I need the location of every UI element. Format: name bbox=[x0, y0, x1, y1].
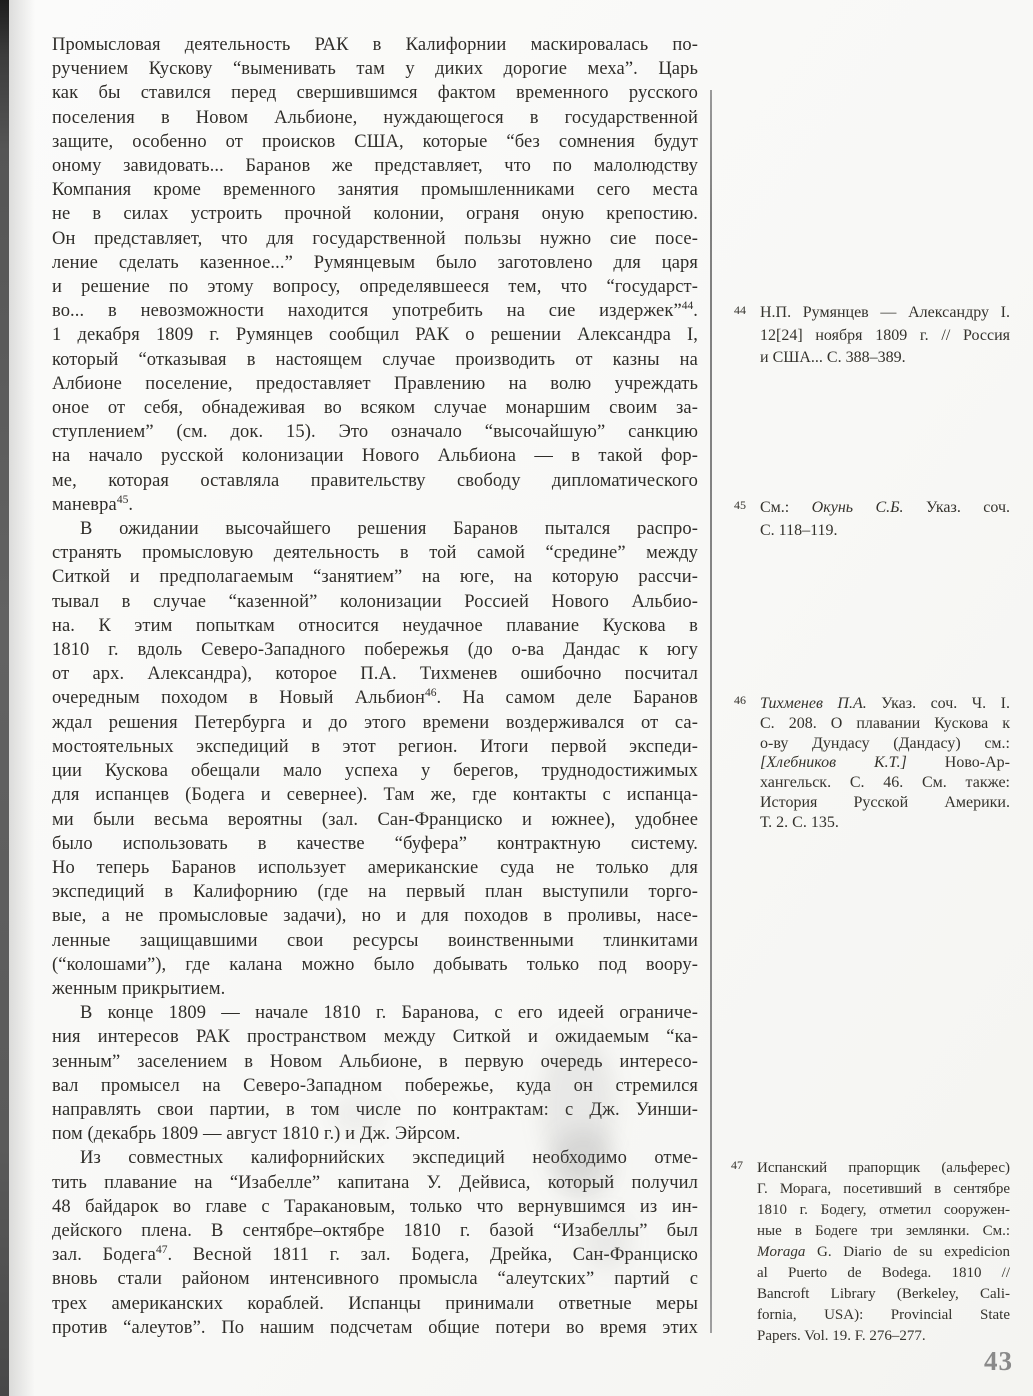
text-line: ния интересов РАК пространством между Ситкой и ожидаемым “ка- bbox=[52, 1027, 698, 1048]
footnote-number: 46 bbox=[734, 693, 746, 707]
footnote-line: Moraga G. Diario de su expedicion bbox=[757, 1244, 1010, 1260]
footnote-line: С. 208. О плавании Кускова к bbox=[760, 714, 1010, 732]
footnote-line: Н.П. Румянцев — Александру I. bbox=[760, 304, 1010, 321]
text-line: ми были весьма вероятны (зал. Сан-Франциско и южнее), удобнее bbox=[52, 809, 698, 830]
footnote-line: Г. Морага, посетивший в сентябре bbox=[757, 1181, 1010, 1197]
text-line: дейского плена. В сентябре–октябре 1810 г. базой “Изабеллы” был bbox=[52, 1220, 698, 1241]
text-line: ступлением” (см. док. 15). Это означало “высочайшую” санкцию bbox=[52, 422, 698, 443]
paragraph bbox=[52, 33, 698, 517]
footnote-line: Papers. Vol. 19. F. 276–277. bbox=[757, 1328, 926, 1344]
footnote-line: История Русской Америки. bbox=[760, 793, 1010, 811]
footnote-number: 45 bbox=[734, 498, 746, 512]
footnote-line: Т. 2. С. 135. bbox=[760, 813, 839, 831]
text-line: Из совместных калифорнийских экспедиций необходимо отме- bbox=[80, 1148, 698, 1169]
text-line: вал промысел на Северо-Западном побережье, куда он стремился bbox=[52, 1075, 698, 1096]
text-line: на начало русской колонизации Нового Альбиона — в такой фор- bbox=[52, 446, 698, 467]
text-line: ции Кускова обещали мало успеха у берегов, труднодостижимых bbox=[52, 761, 698, 782]
footnote bbox=[734, 693, 1010, 833]
text-line: 48 байдарок во главе с Таракановым, только что вернувшимся из ин- bbox=[52, 1196, 698, 1217]
footnote-line: См.: Окунь С.Б. Указ. соч. bbox=[760, 499, 1011, 516]
footnote-number: 44 bbox=[734, 303, 746, 317]
text-line: женным прикрытием. bbox=[52, 978, 226, 999]
text-line: Албионе поселение, предоставляет Правлению на волю учреждать bbox=[52, 373, 698, 394]
text-line: экспедиций в Калифорнию (где на первый план выступили торго- bbox=[52, 882, 698, 903]
main-text-column bbox=[52, 33, 698, 1340]
text-line: было использовать в качестве “буфера” контрактную систему. bbox=[52, 833, 698, 854]
footnote-line: Испанский прапорщик (альферес) bbox=[757, 1160, 1010, 1176]
page-number: 43 bbox=[984, 1346, 1013, 1376]
text-line: как бы ставился перед свершившимся фактом временного русского bbox=[52, 83, 698, 104]
text-line: для испанцев (Бодега и севернее). Там же, где контакты с испанца- bbox=[52, 785, 698, 806]
footnote bbox=[734, 497, 1011, 542]
footnote-line: 1810 г. Бодегу, отметил сооружен- bbox=[757, 1202, 1010, 1218]
footnote-line: [Хлебников К.Т.] Ново-Ар- bbox=[760, 754, 1010, 772]
text-line: Промысловая деятельность РАК в Калифорнии маскировалась по- bbox=[52, 35, 698, 55]
text-line: вновь стали районом интенсивного промысла “алеутских” партий с bbox=[52, 1269, 698, 1290]
text-line: 1 декабря 1809 г. Румянцев сообщил РАК о решении Александра I, bbox=[52, 325, 698, 346]
text-line: оному завидовать... Баранов же представляет, что по малолюдству bbox=[52, 156, 698, 177]
text-line: очередным походом в Новый Альбион$^{46}$. На самом деле Баранов bbox=[52, 687, 698, 709]
text-line: мостоятельных экспедиций в этот регион. Итоги первой экспеди- bbox=[52, 736, 698, 757]
text-line: странять промысловую деятельность в той самой “средине” между bbox=[52, 543, 698, 564]
text-line: Он представляет, что для государственной пользы нужно сие посе- bbox=[52, 228, 698, 249]
text-line: тывал в случае “казенной” колонизации Россией Нового Альбио- bbox=[52, 591, 698, 612]
text-line: зенным” заселением в Новом Альбионе, в первую очередь интересо- bbox=[52, 1051, 698, 1072]
text-line: оное от себя, обнадеживая во всяком случае монаршим своим за- bbox=[52, 398, 698, 419]
column-divider-rule bbox=[710, 90, 712, 1333]
footnote-line: С. 118–119. bbox=[760, 521, 838, 539]
footnote-line: Bancroft Library (Berkeley, Cali- bbox=[757, 1286, 1010, 1302]
binding-shadow-fade bbox=[9, 0, 35, 1396]
footnote-line: хангельск. С. 46. См. также: bbox=[760, 774, 1010, 792]
text-line: В конце 1809 — начале 1810 г. Баранова, с его идеей ограниче- bbox=[80, 1003, 698, 1024]
text-line: ждал решения Петербурга и до этого времени воздерживался от са- bbox=[52, 712, 698, 733]
paragraph bbox=[52, 517, 698, 1001]
text-line: не в силах устроить прочной колонии, ограня оную крепостию. bbox=[52, 204, 698, 225]
footnote-reference: 45 bbox=[116, 493, 129, 506]
text-line: пом (декабрь 1809 — август 1810 г.) и Дж. Эйрсом. bbox=[52, 1124, 461, 1145]
text-line: маневра$^{45}$. bbox=[52, 493, 134, 515]
footnote-line: al Puerto de Bodega. 1810 // bbox=[757, 1265, 1010, 1281]
footnote-reference: 47 bbox=[155, 1244, 168, 1257]
text-line: защите, особенно от происков США, которые “без сомнения будут bbox=[52, 131, 698, 152]
footnote bbox=[734, 302, 1010, 370]
text-line: 1810 г. вдоль Северо-Западного побережья (до о-ва Дандас к югу bbox=[52, 640, 698, 661]
text-line: зал. Бодега$^{47}$. Весной 1811 г. зал. Бодега, Дрейка, Сан-Франциско bbox=[52, 1244, 699, 1266]
footnote-line: 12[24] ноября 1809 г. // Россия bbox=[760, 326, 1010, 344]
footnote-reference: 46 bbox=[424, 687, 437, 700]
text-line: (“колошами”), где калана можно было добывать только под воору- bbox=[52, 954, 698, 975]
text-line: В ожидании высочайшего решения Баранов пытался распро- bbox=[80, 519, 698, 540]
text-line: против “алеутов”. По нашим подсчетам общие потери во время этих bbox=[52, 1317, 698, 1338]
footnote bbox=[731, 1158, 1010, 1347]
text-line: трех американских кораблей. Испанцы принимали ответные меры bbox=[52, 1293, 698, 1314]
text-line: ме, которая оставляла правительству свободу дипломатического bbox=[52, 470, 698, 491]
text-line: на. К этим попыткам относится неудачное плавание Кускова в bbox=[52, 615, 698, 636]
text-line: который “отказывая в настоящем случае производить от казны на bbox=[52, 349, 698, 370]
footnote-line: о-ву Дундасу (Дандасу) см.: bbox=[760, 734, 1010, 752]
text-line: Ситкой и предполагаемым “занятием” на юге, на которую рассчи- bbox=[52, 567, 698, 588]
footnote-line: fornia, USA): Provincial State bbox=[757, 1307, 1010, 1323]
text-line: и решение по этому вопросу, определявшееся тем, что “государст- bbox=[52, 277, 698, 298]
text-line: во... в невозможности находится употребить на сие издержек”$^{44}$. bbox=[52, 300, 698, 322]
footnote-line: ные в Бодеге три землянки. См.: bbox=[757, 1223, 1010, 1239]
binding-shadow-edge bbox=[0, 0, 9, 1396]
paragraph bbox=[52, 1001, 698, 1146]
footnote-number: 47 bbox=[731, 1158, 743, 1172]
text-line: Компания кроме временного занятия промышленниками сего места bbox=[52, 180, 698, 201]
text-line: Но теперь Баранов использует американские суда не только для bbox=[52, 857, 698, 878]
footnote-reference: 44 bbox=[681, 300, 694, 313]
text-line: ление сделать казенное...” Румянцевым было заготовлено для царя bbox=[52, 252, 698, 273]
text-line: поселения в Новом Альбионе, нуждающегося в государственной bbox=[52, 107, 698, 128]
footnote-line: и США... С. 388–389. bbox=[760, 349, 906, 366]
text-line: ручением Кускову “выменивать там у диких дорогие меха”. Царь bbox=[52, 59, 698, 80]
text-line: вые, а не промысловые задачи), но и для походов в проливы, насе- bbox=[52, 906, 698, 927]
text-line: ленные защищавшими свои ресурсы воинственными тлинкитами bbox=[52, 930, 698, 951]
text-line: тить плавание на “Изабелле” капитана У. Дейвиса, который получил bbox=[52, 1172, 698, 1193]
text-line: направлять свои партии, в том числе по контрактам: с Дж. Уинши- bbox=[52, 1099, 698, 1120]
text-line: от арх. Александра), которое П.А. Тихменев ошибочно посчитал bbox=[52, 664, 698, 685]
paragraph bbox=[52, 1146, 698, 1340]
footnote-line: Тихменев П.А. Указ. соч. Ч. I. bbox=[760, 695, 1010, 712]
